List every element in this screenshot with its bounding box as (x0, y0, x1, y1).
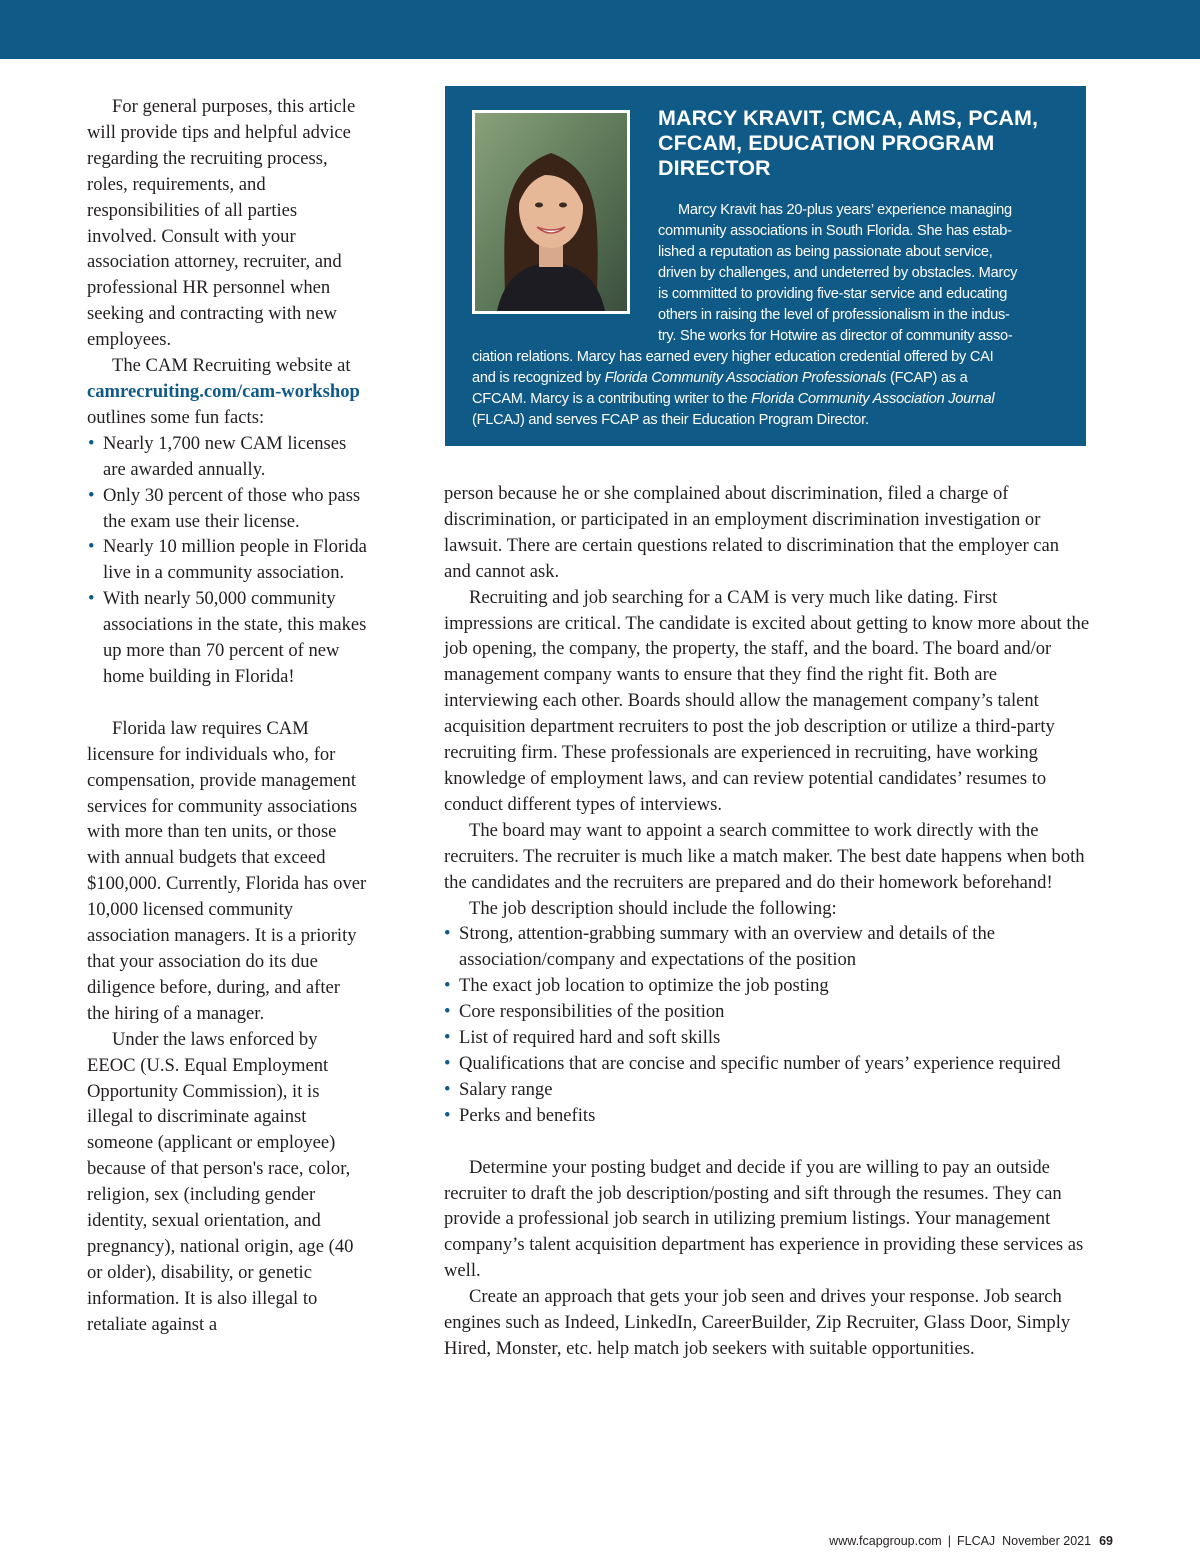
bio-line: lished a reputation as being passionate about service, (658, 244, 993, 260)
right-column (444, 481, 1090, 1362)
list-item: • List of required hard and soft skills (444, 1025, 1090, 1051)
retaliation-paragraph: person because he or she complained about discrimination, filed a charge of discrimination, or participated in an employment discrimination investigation or lawsuit. There are certain questions related to discrimination that the employer can and cannot ask. (444, 483, 1060, 582)
approach-paragraph: Create an approach that gets your job seen and drives your response. Job search engines such as Indeed, LinkedIn, CareerBuilder, Zip Recruiter, Glass Door, Simply Hired, Monster, etc. help match job seekers with suitable opportunities. (444, 1286, 1071, 1359)
job-description-intro: The job description should include the following: (469, 897, 837, 919)
footer-date: November 2021 (1002, 1534, 1092, 1548)
cam-website-paragraph: The CAM Recruiting website at camrecruiting.com/cam-workshop outlines some fun facts: (87, 355, 360, 428)
bio-line: is committed to providing five-star service and educating (658, 286, 1008, 302)
bio-line: ciation relations. Marcy has earned every higher education credential offered by CAI (472, 349, 994, 365)
left-column (87, 94, 367, 1338)
list-item: • With nearly 50,000 community associations in the state, this makes up more than 70 percent of new home building in Florida! (87, 586, 367, 690)
job-description-list (444, 921, 1090, 1128)
search-committee-paragraph: The board may want to appoint a search committee to work directly with the recruiters. The recruiter is much like a match maker. The best date happens when both the candidates and the recruiters are prepared and do their homework beforehand! (444, 819, 1085, 893)
florida-law-paragraph: Florida law requires CAM licensure for individuals who, for compensation, provide management services for community associations with more than ten units, or those with annual budgets that exceed $100,000. Currently, Florida has over 10,000 licensed community association managers. It is a priority that your association do its due diligence before, during, and after the hiring of a manager. (87, 717, 367, 1024)
footer-website: www.fcapgroup.com (829, 1534, 942, 1548)
bio-title: MARCY KRAVIT, CMCA, AMS, PCAM, CFCAM, EDUCATION PROGRAM DIRECTOR (658, 106, 1039, 180)
author-bio-box (445, 86, 1086, 446)
list-item: • Nearly 1,700 new CAM licenses are awarded annually. (87, 431, 367, 483)
header-band (0, 0, 1200, 59)
cam-recruiting-link[interactable]: camrecruiting.com/cam-workshop (87, 380, 360, 402)
list-item: • Only 30 percent of those who pass the exam use their license. (87, 483, 367, 535)
bio-line: CFCAM. Marcy is a contributing writer to the Florida Community Association Journal (472, 391, 995, 407)
page-footer (829, 1534, 1113, 1548)
bio-line: driven by challenges, and undeterred by obstacles. Marcy (658, 265, 1018, 281)
list-item: • Qualifications that are concise and specific number of years’ experience required (444, 1051, 1090, 1077)
bio-line: Marcy Kravit has 20-plus years’ experience managing (678, 202, 1012, 218)
eeoc-paragraph: Under the laws enforced by EEOC (U.S. Equal Employment Opportunity Commission), it is illegal to discriminate against someone (applicant or employee) because of that person's race, color, religion, sex (including gender identity, sexual orientation, and pregnancy), national origin, age (40 or older), disability, or genetic information. It is also illegal to retaliate against a (87, 1028, 354, 1335)
posting-budget-paragraph: Determine your posting budget and decide if you are willing to pay an outside recruiter to draft the job description/posting and sift through the resumes. They can provide a professional job search in utilizing premium listings. Your management company’s talent acquisition department has experience in providing these services as well. (444, 1156, 1084, 1282)
facts-list (87, 431, 367, 690)
bio-line: community associations in South Florida. She has estab- (658, 223, 1012, 239)
list-item: • Nearly 10 million people in Florida live in a community association. (87, 534, 367, 586)
list-item: • Core responsibilities of the position (444, 999, 1090, 1025)
footer-journal: FLCAJ (956, 1534, 996, 1548)
list-item: • Strong, attention-grabbing summary with an overview and details of the association/company and expectations of the position (444, 921, 1090, 973)
bio-line: others in raising the level of professionalism in the indus- (658, 307, 1010, 323)
list-item: • The exact job location to optimize the job posting (444, 973, 1090, 999)
bio-line: try. She works for Hotwire as director of community asso- (658, 328, 1013, 344)
list-item: • Perks and benefits (444, 1103, 1090, 1129)
bio-line: and is recognized by Florida Community Association Professionals (FCAP) as a (472, 370, 968, 386)
bio-text (472, 200, 1072, 431)
footer-separator: | (947, 1534, 951, 1548)
list-item: • Salary range (444, 1077, 1090, 1103)
dating-paragraph: Recruiting and job searching for a CAM is very much like dating. First impressions are critical. The candidate is excited about getting to know more about the job opening, the company, the property, the staff, and the board. The board and/or management company wants to ensure that they find the right fit. Both are interviewing each other. Boards should allow the management company’s talent acquisition department recruiters to post the job description or utilize a third-party recruiting firm. These professionals are experienced in recruiting, have working knowledge of employment laws, and can review potential candidates’ resumes to conduct different types of interviews. (444, 586, 1090, 815)
page-number: 69 (1099, 1534, 1113, 1548)
bio-line: (FLCAJ) and serves FCAP as their Education Program Director. (472, 412, 869, 428)
intro-paragraph: For general purposes, this article will provide tips and helpful advice regarding the recruiting process, roles, requirements, and responsibilities of all parties involved. Consult with your association attorney, recruiter, and professional HR personnel when seeking and contracting with new employees. (87, 96, 356, 351)
